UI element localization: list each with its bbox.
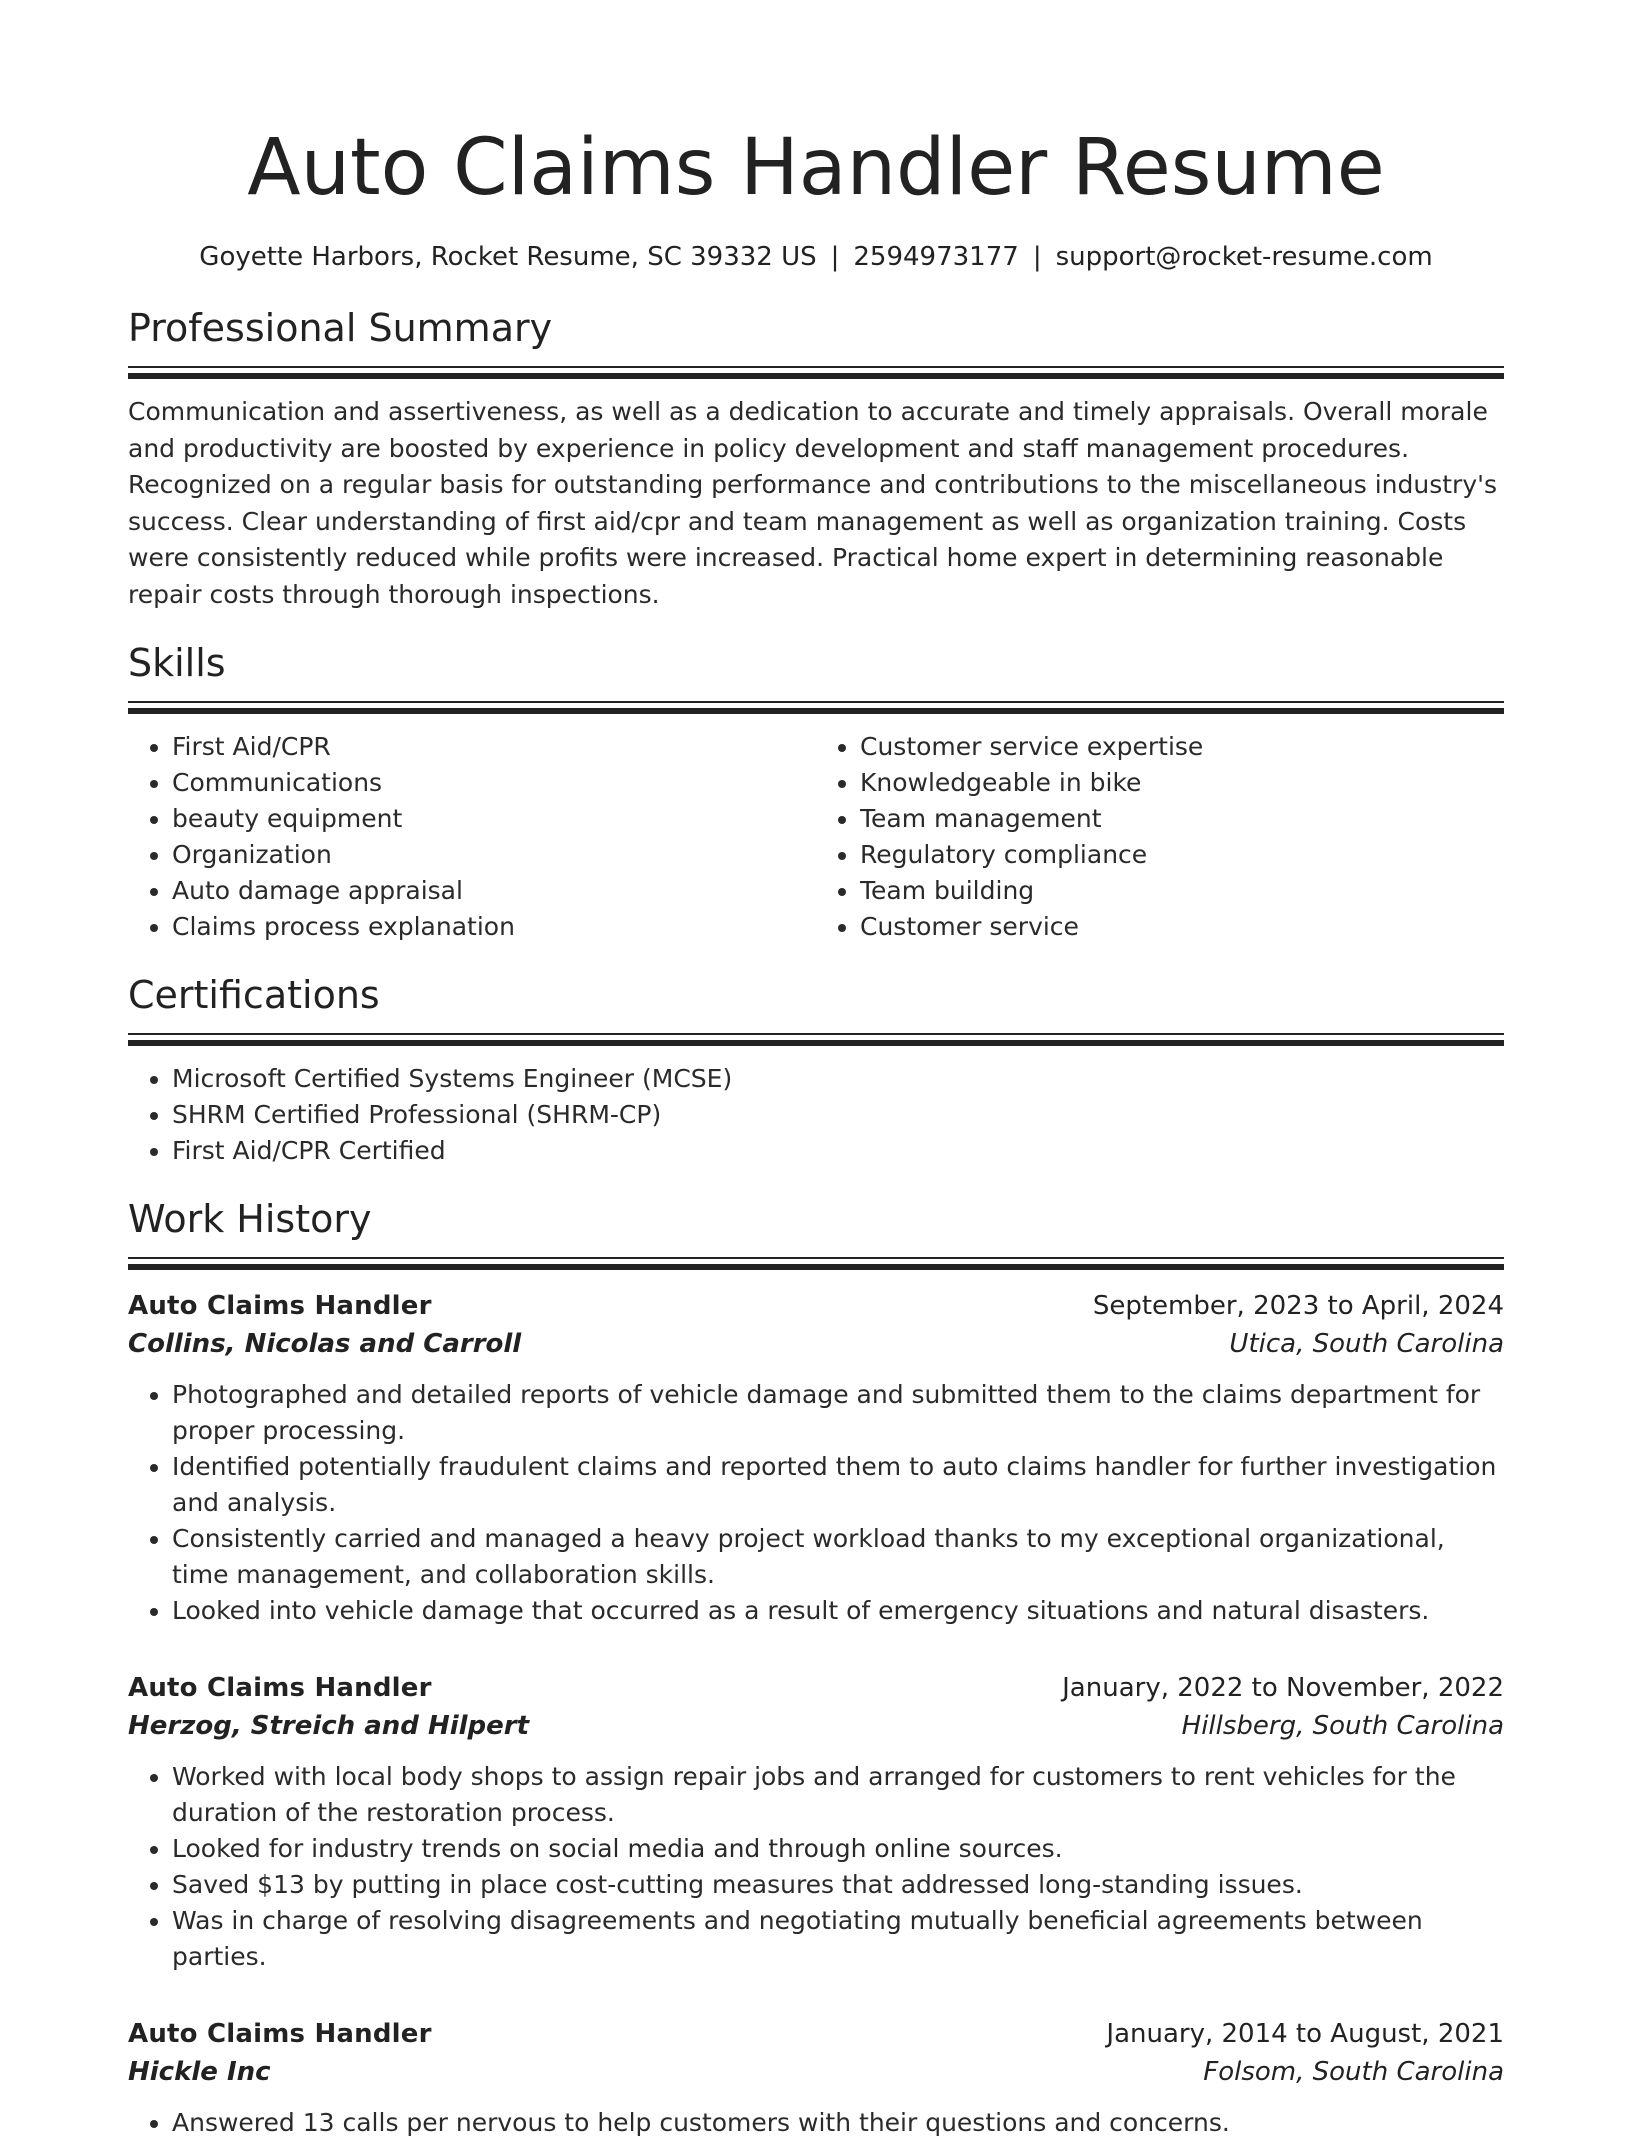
contact-email: support@rocket-resume.com: [1055, 242, 1433, 272]
summary-text: Communication and assertiveness, as well as a dedication to accurate and timely appraisals. Overall morale and productivity are boosted by experience in policy development and staff management procedures. Recognized on a regular basis for outstanding performance and contributions to the miscellaneous industry's success. Clear understanding of first aid/cpr and team management as well as organization training. Costs were consistently reduced while profits were increased. Practical home expert in determining reasonable repair costs through thorough inspections.: [128, 397, 1498, 609]
job-entry: [128, 2015, 1504, 2141]
job-location: Utica, South Carolina: [1229, 1329, 1504, 1359]
job-title: Auto Claims Handler: [128, 2019, 432, 2049]
skill-item: • Claims process explanation: [172, 909, 816, 945]
job-header-row: [128, 1287, 1504, 1325]
job-dates: September, 2023 to April, 2024: [1092, 1291, 1504, 1321]
skill-item: • Customer service: [860, 909, 1504, 945]
certification-item: • SHRM Certified Professional (SHRM-CP): [172, 1097, 1504, 1133]
contact-line: [128, 240, 1504, 274]
work-history-section: [128, 1195, 1504, 2141]
certification-item: • First Aid/CPR Certified: [172, 1133, 1504, 1169]
job-header-row: [128, 1669, 1504, 1707]
section-divider: [128, 1257, 1504, 1271]
skill-item: • Team management: [860, 801, 1504, 837]
job-company: Hickle Inc: [128, 2057, 271, 2087]
job-bullet: • Looked into vehicle damage that occurred as a result of emergency situations and natural disasters.: [172, 1593, 1504, 1629]
section-divider: [128, 1033, 1504, 1047]
skill-item: • First Aid/CPR: [172, 729, 816, 765]
skill-item: • Communications: [172, 765, 816, 801]
job-company-row: [128, 2053, 1504, 2091]
job-location: Folsom, South Carolina: [1203, 2057, 1504, 2087]
job-bullets: [128, 1759, 1504, 1975]
section-title-certifications: Certifications: [128, 973, 380, 1017]
job-bullet: • Identified potentially fraudulent claims and reported them to auto claims handler for further investigation and analysis.: [172, 1449, 1504, 1521]
job-bullet: • Answered 13 calls per nervous to help customers with their questions and concerns.: [172, 2105, 1504, 2141]
job-company: Collins, Nicolas and Carroll: [128, 1329, 522, 1359]
job-location: Hillsberg, South Carolina: [1181, 1711, 1504, 1741]
skill-item: • beauty equipment: [172, 801, 816, 837]
job-company-row: [128, 1325, 1504, 1363]
job-dates: January, 2022 to November, 2022: [1062, 1673, 1504, 1703]
job-dates: January, 2014 to August, 2021: [1106, 2019, 1504, 2049]
skills-list-right: [816, 729, 1504, 945]
job-bullet: • Photographed and detailed reports of vehicle damage and submitted them to the claims department for proper processing.: [172, 1377, 1504, 1449]
job-title: Auto Claims Handler: [128, 1673, 432, 1703]
summary-section: [128, 304, 1504, 613]
skill-item: • Regulatory compliance: [860, 837, 1504, 873]
section-divider: [128, 701, 1504, 715]
job-title: Auto Claims Handler: [128, 1291, 432, 1321]
skill-item: • Organization: [172, 837, 816, 873]
section-title-summary: Professional Summary: [128, 306, 553, 350]
skill-item: • Team building: [860, 873, 1504, 909]
job-bullets: [128, 2105, 1504, 2141]
resume-title: Auto Claims Handler Resume: [247, 123, 1385, 213]
contact-address: Goyette Harbors, Rocket Resume, SC 39332 US: [199, 242, 817, 272]
job-entry: [128, 1669, 1504, 1975]
job-company: Herzog, Streich and Hilpert: [128, 1711, 530, 1741]
skills-section: [128, 639, 1504, 945]
skills-columns: [128, 729, 1504, 945]
job-bullet: • Saved $13 by putting in place cost-cutting measures that addressed long-standing issues.: [172, 1867, 1504, 1903]
contact-separator: |: [830, 242, 840, 272]
skill-item: • Customer service expertise: [860, 729, 1504, 765]
job-bullet: • Looked for industry trends on social media and through online sources.: [172, 1831, 1504, 1867]
certification-item: • Microsoft Certified Systems Engineer (MCSE): [172, 1061, 1504, 1097]
job-bullets: [128, 1377, 1504, 1629]
job-header-row: [128, 2015, 1504, 2053]
section-title-work-history: Work History: [128, 1197, 372, 1241]
skill-item: • Knowledgeable in bike: [860, 765, 1504, 801]
skills-list-left: [128, 729, 816, 945]
section-divider: [128, 366, 1504, 380]
contact-separator: |: [1032, 242, 1042, 272]
skill-item: • Auto damage appraisal: [172, 873, 816, 909]
job-company-row: [128, 1707, 1504, 1745]
section-title-skills: Skills: [128, 641, 226, 685]
contact-phone: 2594973177: [853, 242, 1019, 272]
job-bullet: • Worked with local body shops to assign repair jobs and arranged for customers to rent vehicles for the duration of the restoration process.: [172, 1759, 1504, 1831]
job-bullet: • Was in charge of resolving disagreements and negotiating mutually beneficial agreements between parties.: [172, 1903, 1504, 1975]
job-bullet: • Consistently carried and managed a heavy project workload thanks to my exceptional organizational, time management, and collaboration skills.: [172, 1521, 1504, 1593]
certifications-list: [128, 1061, 1504, 1169]
certifications-section: [128, 971, 1504, 1169]
job-entry: [128, 1287, 1504, 1629]
